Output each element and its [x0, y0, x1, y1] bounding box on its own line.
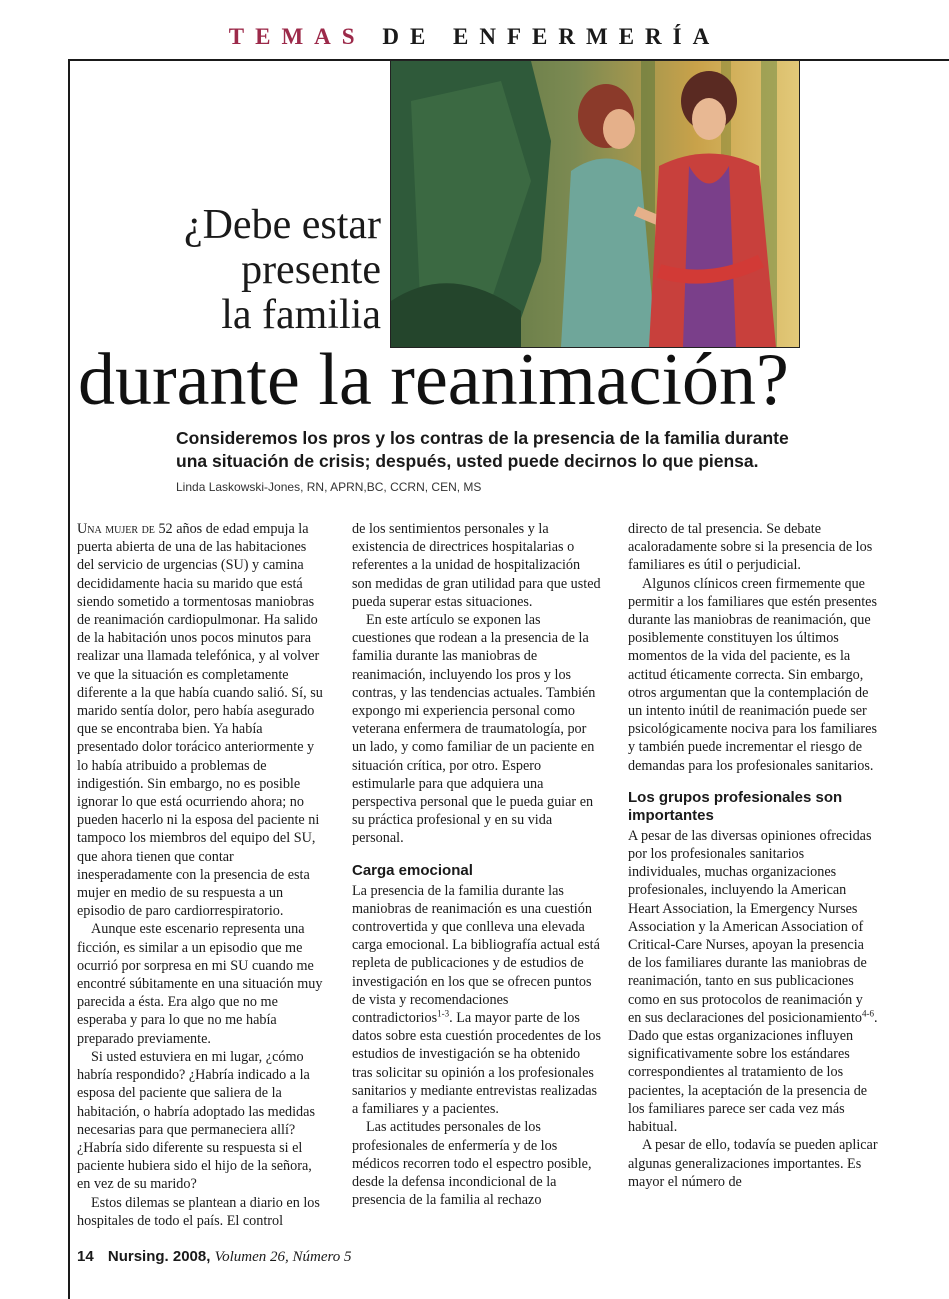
paragraph: Estos dilemas se plantean a diario en los hospitales de todo el país. El control — [77, 1194, 320, 1229]
paragraph: Si usted estuviera en mi lugar, ¿cómo habría respondido? ¿Habría indicado a la esposa del paciente que saliera de la habitación, o habría adoptado las medidas necesarias para que permaneciera allí? ¿Habría sido diferente su respuesta si el paciente hubiera sido el hijo de la señora, en vez de su marido? — [77, 1048, 315, 1193]
section-header — [0, 24, 949, 50]
volume-info: Volumen 26, Número 5 — [214, 1249, 352, 1265]
citation: 1-3 — [437, 1008, 450, 1019]
subheading: Carga emocional — [352, 861, 473, 879]
headline-line-1: ¿Debe estar — [183, 202, 381, 248]
section-header-rest: DE ENFERMERÍA — [382, 24, 721, 49]
paragraph: Aunque este escenario representa una ficción, es similar a un episodio que me ocurrió por sorpresa en mi SU cuando me encontré súbitamente en una situación muy parecida a ésta. Era algo que no me esperaba y para lo que no me había preparado previamente. — [77, 921, 323, 1047]
headline-line-2: presente — [241, 247, 381, 293]
page-footer — [77, 1248, 352, 1266]
paragraph: Las actitudes personales de los profesionales de enfermería y de los médicos recorren todo el espectro posible, desde la defensa incondicional de la presencia de la familia al rechazo — [352, 1119, 592, 1209]
paragraph: de los sentimientos personales y la existencia de directrices hospitalarias o referentes a la unidad de hospitalización son medidas de gran utilidad para que usted pueda superar estas situaciones. — [352, 521, 601, 610]
paragraph: directo de tal presencia. Se debate acaloradamente sobre si la presencia de los familiares es útil o perjudicial. — [628, 521, 873, 574]
paragraph-text: años de edad empuja la puerta abierta de una de las habitaciones del servicio de urgencias (SU) y camina decididamente hacia su marido que está siendo sometido a tormentosas maniobras de reanimación cardiopulmonar. Ha salido de la habitación unos pocos minutos para realizar una llamada telefónica, y al volver ve que la situación es completamente diferente a la que había cuando salió. Sí, su marido sentía dolor, pero había asegurado que se encontraba bien. Ya había presentado dolor torácico anteriormente y lo había atribuido a problemas de indigestión. Sin embargo, no es posible ignorar lo que está ocurriendo ahora; no pueden hacerlo ni la esposa del paciente ni tampoco los miembros del equipo del SU, que ahora tienen que contar inesperadamente con la presencia de esta mujer en medio de su respuesta a un episodio de paro cardiorrespiratorio. — [77, 521, 323, 920]
lead-in: Una mujer de 52 — [77, 521, 173, 537]
subheading: Los grupos profesionales son importantes — [628, 788, 843, 824]
paragraph: A pesar de ello, todavía se pueden aplicar algunas generalizaciones importantes. Es mayor el número de — [628, 1137, 878, 1190]
paragraph — [628, 827, 878, 1136]
body-column-1 — [77, 520, 327, 1230]
paragraph — [77, 520, 327, 920]
headline-line-3: la familia — [221, 292, 381, 338]
body-column-3 — [628, 520, 878, 1191]
headline-main: durante la reanimación? — [78, 339, 789, 421]
article-byline: Linda Laskowski-Jones, RN, APRN,BC, CCRN, CEN, MS — [176, 480, 482, 494]
citation: 4-6 — [862, 1008, 875, 1019]
paragraph — [352, 882, 602, 1119]
article-deck: Consideremos los pros y los contras de la presencia de la familia durante una situación de crisis; después, usted puede decirnos lo que piensa. — [176, 428, 789, 471]
frame-rule-left — [68, 59, 70, 1299]
section-header-accent: TEMAS — [228, 24, 366, 49]
page-number: 14 — [77, 1248, 94, 1265]
paragraph-text: . Dado que estas organizaciones influyen significativamente sobre los estándares correspondientes al tratamiento de los pacientes, la aceptación de la presencia de los familiares parece ser cada vez más habitual. — [628, 1009, 878, 1136]
paragraph: Algunos clínicos creen firmemente que permitir a los familiares que estén presentes durante las maniobras de reanimación, que posiblemente constituyen los últimos momentos de la vida del paciente, es la actitud éticamente correcta. Sin embargo, otros argumentan que la contemplación de un intento inútil de reanimación puede ser psicológicamente nociva para los familiares y también puede incrementar el riesgo de demandas para los profesionales sanitarios. — [628, 575, 877, 774]
paragraph: En este artículo se exponen las cuestiones que rodean a la presencia de la familia durante las maniobras de reanimación, incluyendo los pros y los contras, y las tendencias actuales. También expongo mi experiencia personal como veterana enfermera de traumatología, por un lado, y como familiar de un paciente en situación crítica, por otro. Espero estimularle para que adquiera una perspectiva personal que le pueda guiar en su práctica profesional y en su vida personal. — [352, 612, 596, 847]
magazine-name: Nursing. 2008, — [107, 1248, 211, 1265]
family-conversation-illustration — [390, 60, 800, 348]
paragraph-text: . La mayor parte de los datos sobre esta cuestión procedentes de los estudios de investigación se ha obtenido tras solicitar su opinión a los profesionales sanitarios y mediante entrevistas realizadas a familiares y a pacientes. — [352, 1010, 601, 1118]
body-column-2 — [352, 520, 602, 1209]
paragraph-text: A pesar de las diversas opiniones ofrecidas por los profesionales sanitarios individuales, muchas organizaciones profesionales, incluyendo la American Heart Association, la Emergency Nurses Association y la American Association of Critical-Care Nurses, apoyan la presencia de los familiares durante las maniobras de reanimación, tanto en sus publicaciones como en sus protocolos de reanimación y en sus declaraciones del posicionamiento — [628, 827, 872, 1026]
paragraph-text: La presencia de la familia durante las maniobras de reanimación es una cuestión controvertida y que conlleva una elevada carga emocional. La bibliografía actual está repleta de publicaciones y de estudios de investigación en los que se ofrecen puntos de vista y recomendaciones contradictorios — [352, 882, 600, 1027]
headline-lead — [184, 203, 381, 338]
